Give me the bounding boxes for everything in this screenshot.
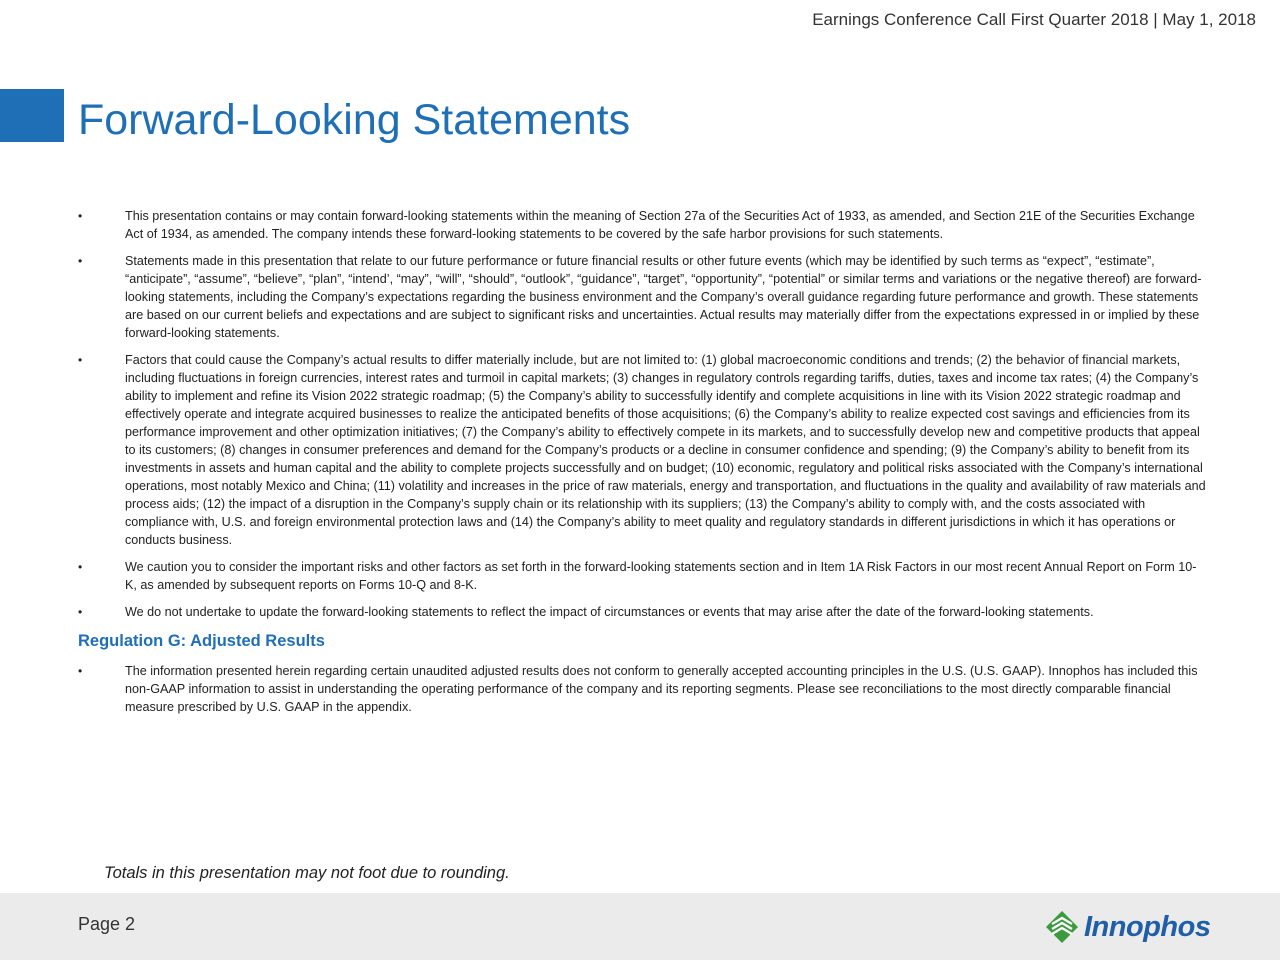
bullet-text: This presentation contains or may contain forward-looking statements within the meaning of Section 27a of the Securities Act of 1933, as amended, and Section 21E of the Securities Exchange Act of 1934, as amended. The company intends these forward-looking statements to be covered by the safe harbor provisions for such statements. <box>125 209 1195 241</box>
bullet-text: We caution you to consider the important risks and other factors as set forth in the forward-looking statements section and in Item 1A Risk Factors in our most recent Annual Report on Form 10-K, as amended by subsequent reports on Forms 10-Q and 8-K. <box>125 560 1197 592</box>
header-meta: Earnings Conference Call First Quarter 2018 | May 1, 2018 <box>812 10 1256 29</box>
bullet-text: The information presented herein regarding certain unaudited adjusted results does not conform to generally accepted accounting principles in the U.S. (U.S. GAAP). Innophos has included this non-GAAP information to assist in understanding the operating performance of the company and its reporting segments. Please see reconciliations to the most directly comparable financial measure prescribed by U.S. GAAP in the appendix. <box>125 664 1198 714</box>
bullet-text: Factors that could cause the Company’s actual results to differ materially include, but are not limited to: (1) global macroeconomic conditions and trends; (2) the behavior of financial markets, including fluctuations in foreign currencies, interest rates and turmoil in capital markets; (3) changes in regulatory controls regarding tariffs, duties, taxes and income tax rates; (4) the Company’s ability to implement and refine its Vision 2022 strategic roadmap; (5) the Company’s ability to successfully identify and complete acquisitions in line with its Vision 2022 strategic roadmap and effectively operate and integrate acquired businesses to realize the anticipated benefits of those acquisitions; (6) the Company’s ability to realize expected cost savings and efficiencies from its performance improvement and other optimization initiatives; (7) the Company’s ability to effectively compete in its markets, and to successfully develop new and competitive products that appeal to its customers; (8) changes in consumer preferences and demand for the Company’s products or a decline in consumer confidence and spending; (9) the Company’s ability to benefit from its investments in assets and human capital and the ability to complete projects successfully and on budget; (10) economic, regulatory and political risks associated with the Company’s international operations, most notably Mexico and China; (11) volatility and increases in the price of raw materials, energy and transportation, and fluctuations in the quality and availability of raw materials and process aids; (12) the impact of a disruption in the Company’s supply chain or its relationship with its suppliers; (13) the Company’s ability to comply with, and the costs associated with compliance with, U.S. and foreign environmental protection laws and (14) the Company’s ability to meet quality and regulatory standards in different jurisdictions in which it has operations or conducts business. <box>125 353 1206 547</box>
innophos-diamond-icon <box>1042 907 1082 947</box>
bullet-marker: • <box>78 664 83 678</box>
regulation-g-heading: Regulation G: Adjusted Results <box>78 632 325 650</box>
bullet-item <box>78 207 1208 243</box>
bullet-marker: • <box>78 209 83 223</box>
logo-text: Innophos <box>1084 910 1211 943</box>
bullet-marker: • <box>78 605 83 619</box>
bullet-item <box>78 252 1208 342</box>
totals-note: Totals in this presentation may not foot due to rounding. <box>104 864 510 882</box>
bullet-marker: • <box>78 560 83 574</box>
bullet-text: Statements made in this presentation that relate to our future performance or future financial results or other future events (which may be identified by such terms as “expect”, “estimate”, “anticipate”, “assume”, “believe”, “plan”, “intend’, “may”, “will”, “should”, “outlook”, “guidance”, “target”, “opportunity”, “potential” or similar terms and variations or the negative thereof) are forward-looking statements, including the Company’s expectations regarding the business environment and the Company’s overall guidance regarding future performance and growth. These statements are based on our current beliefs and expectations and are subject to significant risks and uncertainties. Actual results may materially differ from the expectations expressed in or implied by these forward-looking statements. <box>125 254 1202 340</box>
title-accent-square <box>0 89 64 142</box>
bullet-text: We do not undertake to update the forward-looking statements to reflect the impact of circumstances or events that may arise after the date of the forward-looking statements. <box>125 605 1094 619</box>
bullet-item <box>78 603 1208 621</box>
bullet-item <box>78 351 1208 549</box>
innophos-logo <box>1042 905 1210 949</box>
page-number: Page 2 <box>78 914 136 934</box>
page-title: Forward-Looking Statements <box>78 96 631 144</box>
bullet-marker: • <box>78 353 83 367</box>
bullet-item <box>78 662 1208 716</box>
bullet-item <box>78 558 1208 594</box>
bullet-marker: • <box>78 254 83 268</box>
slide-content <box>78 207 1208 725</box>
